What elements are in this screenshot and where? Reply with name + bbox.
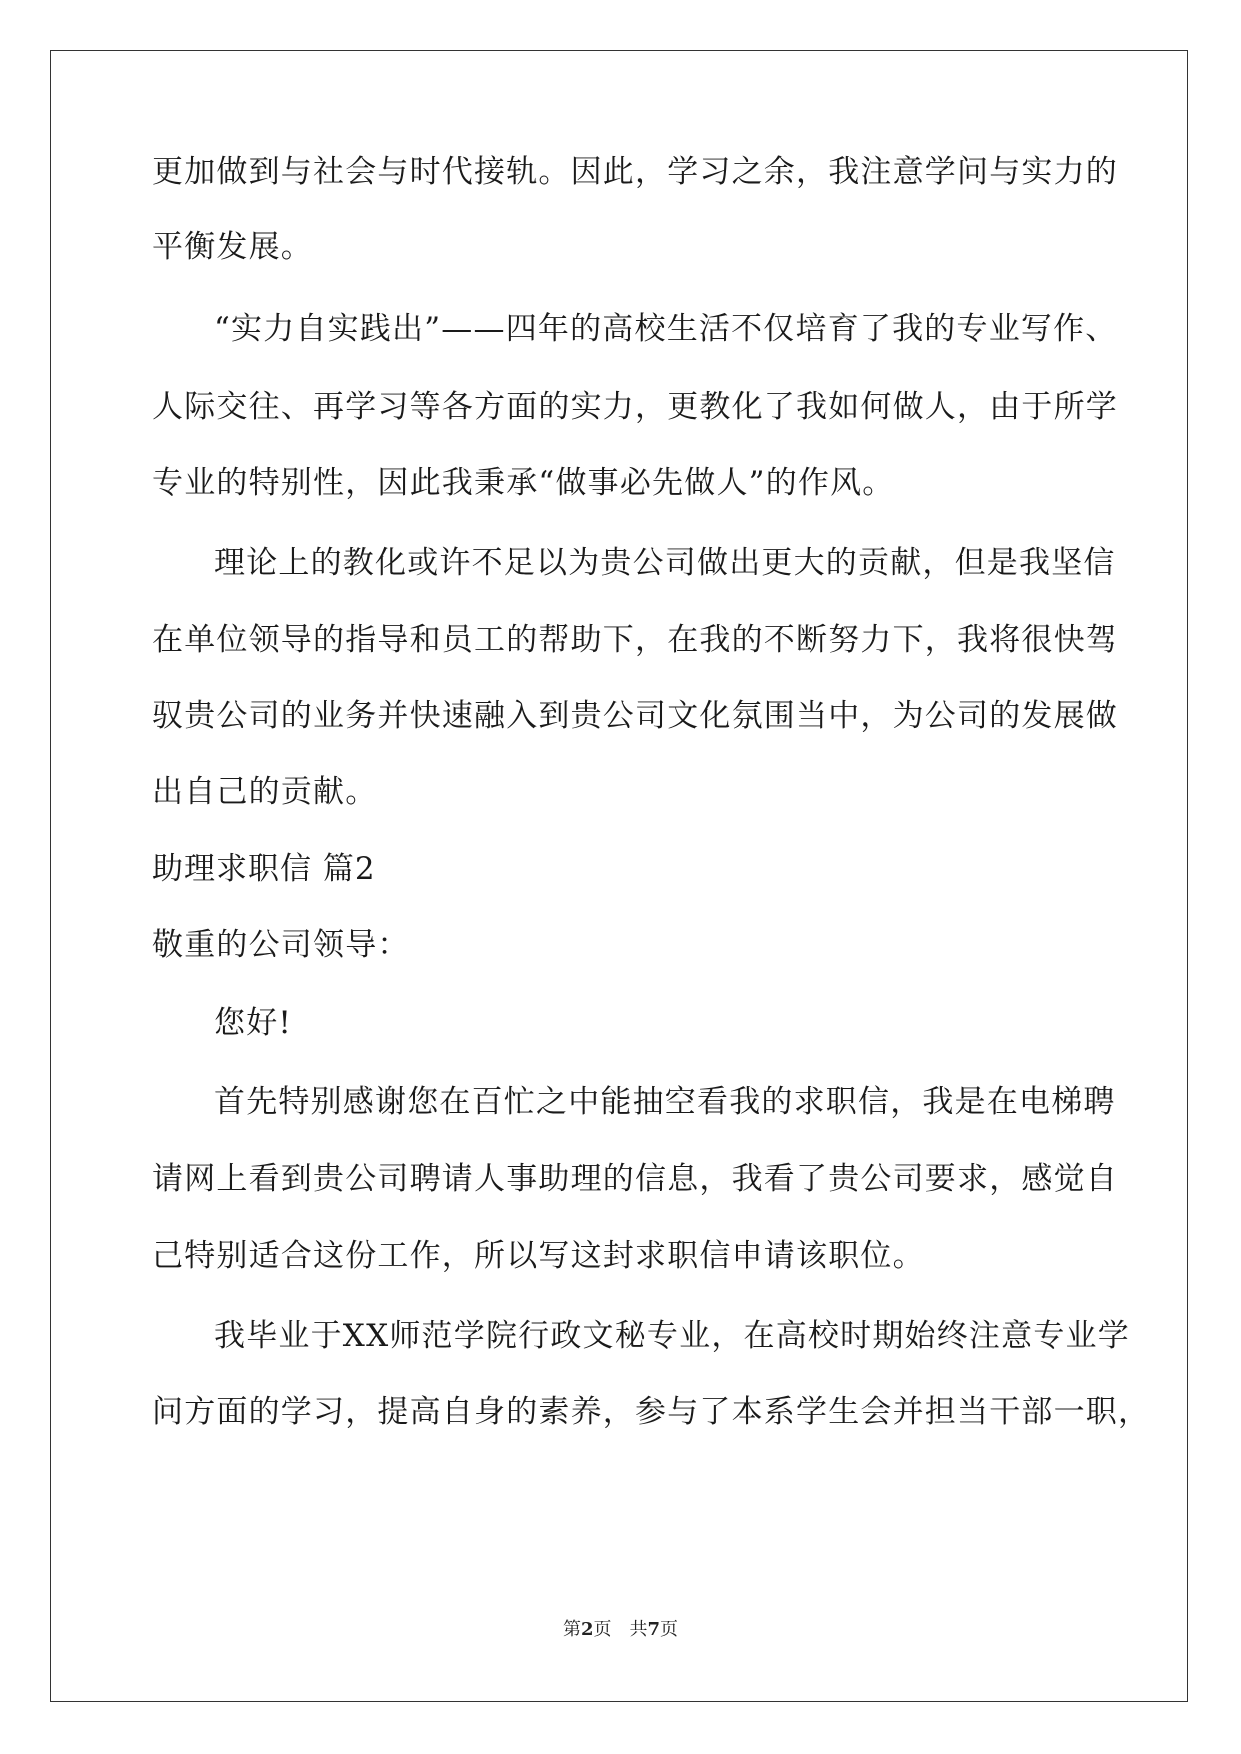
text-line: 己特别适合这份工作，所以写这封求职信申请该职位。 [152,1238,925,1274]
text-line: 请网上看到贵公司聘请人事助理的信息，我看了贵公司要求，感觉自 [152,1161,1118,1197]
text-line: 人际交往、再学习等各方面的实力，更教化了我如何做人，由于所学 [152,389,1118,425]
text-line: “实力自实践出”——四年的高校生活不仅培育了我的专业写作、 [214,311,1118,347]
text-line: 在单位领导的指导和员工的帮助下，在我的不断努力下，我将很快驾 [152,622,1118,658]
text-line: 我毕业于XX师范学院行政文秘专业，在高校时期始终注意专业学 [214,1318,1130,1354]
section-heading: 助理求职信 篇2 [152,851,376,887]
text-line: 出自己的贡献。 [152,774,378,810]
text-line: 平衡发展。 [152,229,313,265]
salutation: 敬重的公司领导： [152,927,410,963]
text-line: 专业的特别性，因此我秉承“做事必先做人”的作风。 [152,465,895,501]
footer-page-total: 7 [647,1619,661,1640]
text-line: 更加做到与社会与时代接轨。因此，学习之余，我注意学问与实力的 [152,154,1118,190]
greeting: 您好! [214,1005,293,1041]
footer-page-number: 2 [580,1619,594,1640]
text-line: 理论上的教化或许不足以为贵公司做出更大的贡献，但是我坚信 [214,545,1116,581]
text-line: 问方面的学习，提高自身的素养，参与了本系学生会并担当干部一职， [152,1394,1151,1430]
text-line: 驭贵公司的业务并快速融入到贵公司文化氛围当中，为公司的发展做 [152,698,1118,734]
text-line: 首先特别感谢您在百忙之中能抽空看我的求职信，我是在电梯聘 [214,1084,1116,1120]
footer-page-suffix: 页 [660,1619,679,1640]
footer-page-prefix: 第 [562,1619,581,1640]
page-footer [0,1618,1241,1642]
footer-page-mid: 页 共 [593,1619,648,1640]
